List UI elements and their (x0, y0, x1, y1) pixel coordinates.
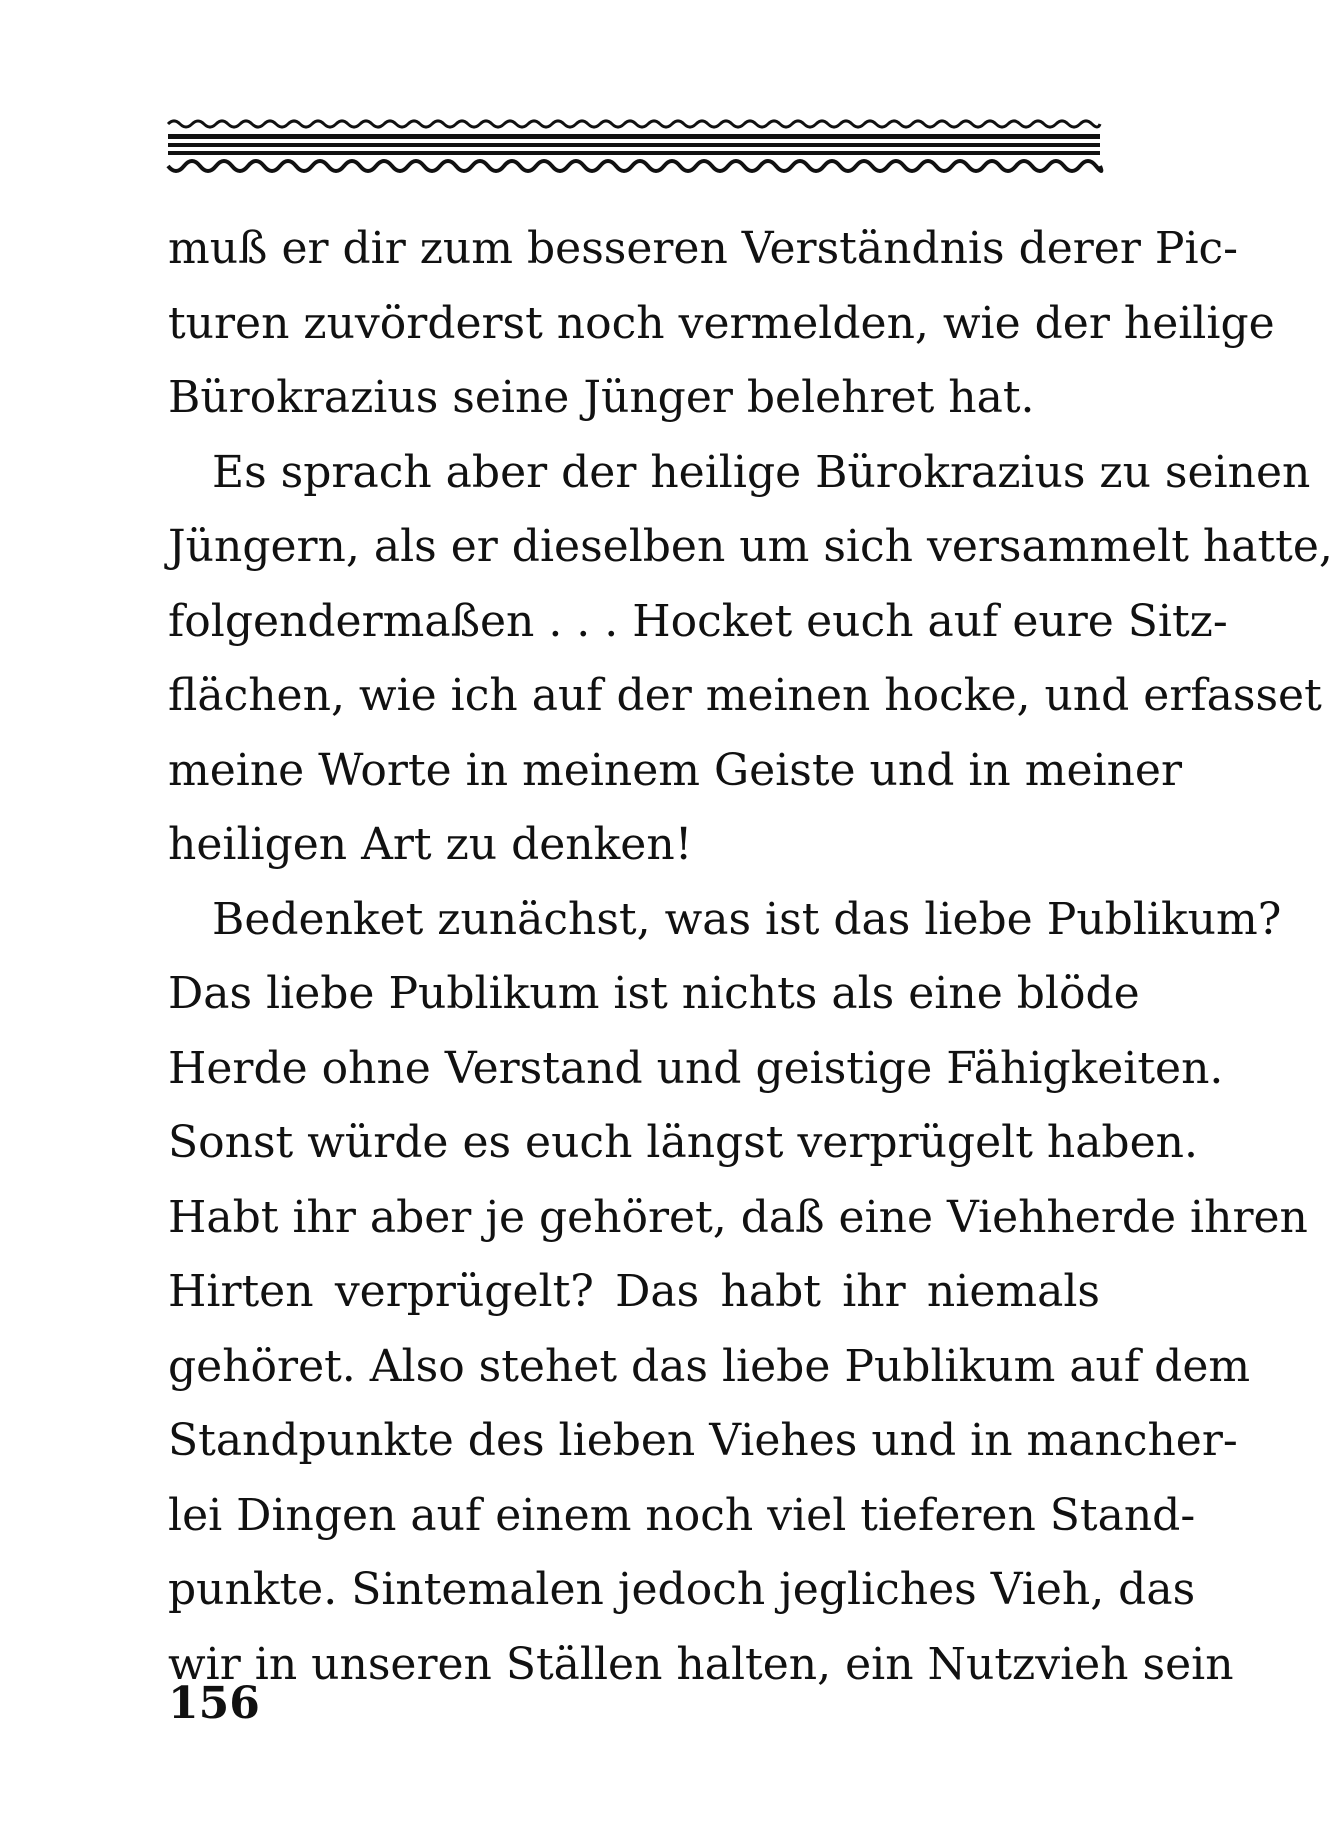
text-line: Standpunkte des lieben Viehes und in mancher- (168, 1415, 1238, 1466)
text-line: wir in unseren Ställen halten, ein Nutzvieh sein (168, 1638, 1234, 1690)
text-line: meine Worte in meinem Geiste und in meiner (168, 744, 1182, 796)
text-line: muß er dir zum besseren Verständnis derer Pic- (168, 223, 1239, 274)
text-line: folgendermaßen . . . Hocket euch auf eure Sitz- (168, 595, 1228, 647)
text-line: Herde ohne Verstand und geistige Fähigkeiten. (168, 1042, 1224, 1094)
text-line: Das liebe Publikum ist nichts als eine blöde (168, 968, 1140, 1019)
body-text (168, 212, 1333, 1702)
text-line: turen zuvörderst noch vermelden, wie der heilige (168, 297, 1275, 349)
decorative-band-icon (168, 118, 1100, 180)
text-line: Jüngern, als er dieselben um sich versammelt hatte, (168, 521, 1333, 572)
text-line: Sonst würde es euch längst verprügelt haben. (168, 1117, 1198, 1168)
header-ornament (168, 118, 1100, 180)
text-line: flächen, wie ich auf der meinen hocke, und erfasset (168, 670, 1322, 721)
text-line: Bedenket zunächst, was ist das liebe Publikum? (212, 893, 1282, 945)
text-line: lei Dingen auf einem noch viel tieferen Stand- (168, 1489, 1196, 1541)
text-line: Bürokrazius seine Jünger belehret hat. (168, 372, 1035, 423)
text-line: Habt ihr aber je gehöret, daß eine Viehherde ihren (168, 1191, 1308, 1243)
text-line: gehöret. Also stehet das liebe Publikum auf dem (168, 1340, 1251, 1392)
page-number: 156 (168, 1678, 260, 1729)
text-line: Hirten verprügelt? Das habt ihr niemals (168, 1266, 1100, 1317)
text-line: punkte. Sintemalen jedoch jegliches Vieh, das (168, 1564, 1196, 1615)
text-line: Es sprach aber der heilige Bürokrazius zu seinen (212, 446, 1311, 498)
text-line: heiligen Art zu denken! (168, 819, 693, 870)
